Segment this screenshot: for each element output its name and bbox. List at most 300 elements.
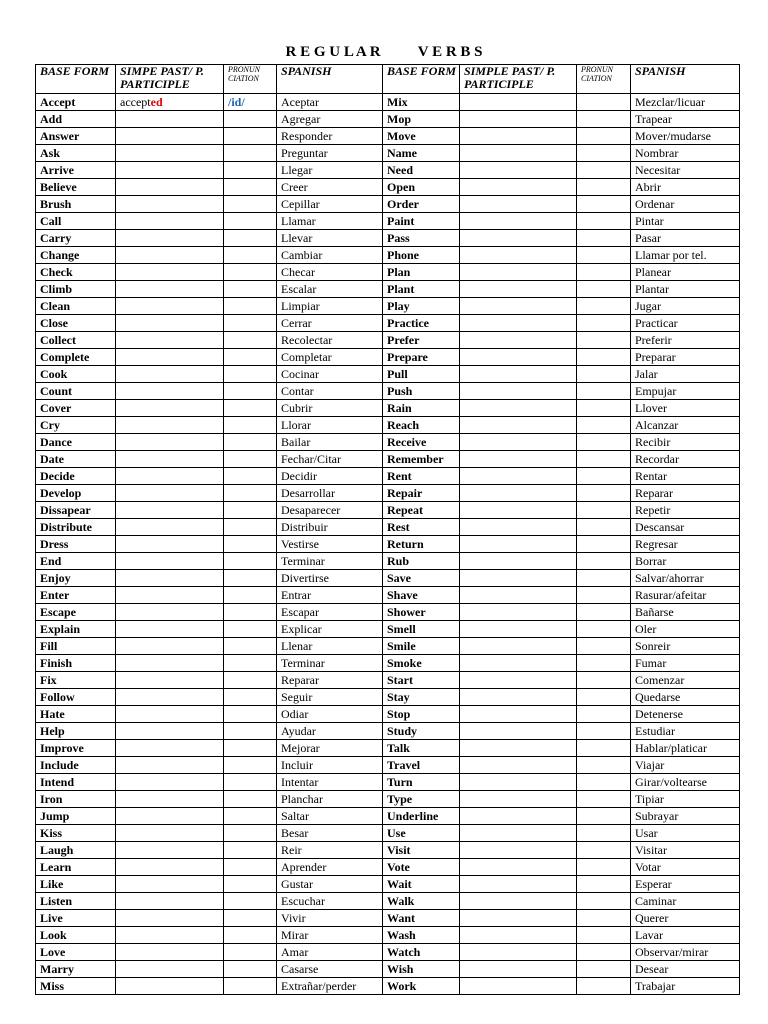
- past-cell: [116, 825, 224, 842]
- table-row: [36, 587, 740, 604]
- past-cell-2: [460, 332, 577, 349]
- base-form-cell-2: Work: [383, 978, 460, 995]
- base-form-cell-2: Move: [383, 128, 460, 145]
- past-cell: [116, 740, 224, 757]
- past-cell-2: [460, 111, 577, 128]
- past-cell: [116, 570, 224, 587]
- past-cell: [116, 893, 224, 910]
- base-form-cell-2: Pass: [383, 230, 460, 247]
- past-cell-2: [460, 434, 577, 451]
- verbs-table: [35, 64, 740, 995]
- base-form-cell-2: Plan: [383, 264, 460, 281]
- spanish-cell: Llamar: [277, 213, 383, 230]
- spanish-cell: Recolectar: [277, 332, 383, 349]
- pronunciation-cell: [224, 332, 277, 349]
- spanish-cell-2: Preparar: [631, 349, 740, 366]
- pronunciation-example: /id/: [228, 95, 245, 109]
- pronunciation-cell-2: [577, 111, 631, 128]
- table-row: [36, 536, 740, 553]
- table-row: [36, 145, 740, 162]
- base-form-cell-2: Shave: [383, 587, 460, 604]
- past-cell: [116, 672, 224, 689]
- past-cell-2: [460, 162, 577, 179]
- spanish-cell-2: Bañarse: [631, 604, 740, 621]
- pronunciation-cell-2: [577, 791, 631, 808]
- pronunciation-cell-2: [577, 179, 631, 196]
- spanish-cell: Incluir: [277, 757, 383, 774]
- spanish-cell-2: Llover: [631, 400, 740, 417]
- pronunciation-cell: [224, 230, 277, 247]
- pronunciation-cell-2: [577, 230, 631, 247]
- table-row: [36, 672, 740, 689]
- table-row: [36, 859, 740, 876]
- spanish-cell-2: Subrayar: [631, 808, 740, 825]
- spanish-cell-2: Detenerse: [631, 706, 740, 723]
- past-cell: [116, 468, 224, 485]
- past-cell-2: [460, 315, 577, 332]
- past-cell: [116, 604, 224, 621]
- base-form-cell-2: Remember: [383, 451, 460, 468]
- past-cell-2: [460, 638, 577, 655]
- base-form-cell: Iron: [36, 791, 116, 808]
- spanish-cell: Amar: [277, 944, 383, 961]
- pronunciation-cell: [224, 281, 277, 298]
- past-cell-2: [460, 383, 577, 400]
- spanish-cell-2: Hablar/platicar: [631, 740, 740, 757]
- table-row: [36, 740, 740, 757]
- base-form-cell-2: Mop: [383, 111, 460, 128]
- table-row: [36, 451, 740, 468]
- pronunciation-cell-2: [577, 451, 631, 468]
- table-row: [36, 791, 740, 808]
- pronunciation-cell: [224, 621, 277, 638]
- pronunciation-cell: [224, 468, 277, 485]
- base-form-cell: Develop: [36, 485, 116, 502]
- table-row: [36, 638, 740, 655]
- table-row: [36, 978, 740, 995]
- base-form-cell-2: Phone: [383, 247, 460, 264]
- base-form-cell: Distribute: [36, 519, 116, 536]
- past-cell: [116, 553, 224, 570]
- base-form-cell: Explain: [36, 621, 116, 638]
- pronunciation-cell: [224, 128, 277, 145]
- base-form-cell: Laugh: [36, 842, 116, 859]
- table-row: [36, 927, 740, 944]
- spanish-cell-2: Planear: [631, 264, 740, 281]
- spanish-cell-2: Quedarse: [631, 689, 740, 706]
- base-form-cell-2: Need: [383, 162, 460, 179]
- pronunciation-cell: [224, 808, 277, 825]
- base-form-cell-2: Type: [383, 791, 460, 808]
- spanish-cell: Preguntar: [277, 145, 383, 162]
- base-form-cell: Jump: [36, 808, 116, 825]
- spanish-cell-2: Reparar: [631, 485, 740, 502]
- past-cell-2: [460, 621, 577, 638]
- pronunciation-cell-2: [577, 400, 631, 417]
- pronunciation-cell: [224, 638, 277, 655]
- pronunciation-cell-2: [577, 434, 631, 451]
- base-form-cell-2: Rent: [383, 468, 460, 485]
- spanish-cell: Distribuir: [277, 519, 383, 536]
- past-cell: [116, 808, 224, 825]
- past-cell-2: [460, 417, 577, 434]
- pronunciation-cell-2: [577, 621, 631, 638]
- spanish-cell-2: Recibir: [631, 434, 740, 451]
- pronunciation-cell-2: [577, 417, 631, 434]
- base-form-cell: Include: [36, 757, 116, 774]
- spanish-cell: Llorar: [277, 417, 383, 434]
- pronunciation-cell: [224, 349, 277, 366]
- spanish-cell: Besar: [277, 825, 383, 842]
- spanish-cell: Gustar: [277, 876, 383, 893]
- base-form-cell-2: Use: [383, 825, 460, 842]
- pronunciation-cell-2: [577, 723, 631, 740]
- table-row: [36, 230, 740, 247]
- table-row: [36, 621, 740, 638]
- past-cell: [116, 298, 224, 315]
- table-row: [36, 553, 740, 570]
- past-cell: [116, 315, 224, 332]
- pronunciation-cell: [224, 604, 277, 621]
- base-form-cell: Enjoy: [36, 570, 116, 587]
- past-cell-2: [460, 366, 577, 383]
- past-cell: [116, 961, 224, 978]
- past-cell-2: [460, 689, 577, 706]
- pronunciation-cell-2: [577, 876, 631, 893]
- past-cell: [116, 264, 224, 281]
- pronunciation-cell-2: [577, 162, 631, 179]
- spanish-cell: Entrar: [277, 587, 383, 604]
- past-cell-2: [460, 910, 577, 927]
- table-row: [36, 383, 740, 400]
- pronunciation-cell-2: [577, 349, 631, 366]
- spanish-cell-2: Querer: [631, 910, 740, 927]
- base-form-cell-2: Receive: [383, 434, 460, 451]
- past-cell: [116, 723, 224, 740]
- base-form-cell-2: Order: [383, 196, 460, 213]
- spanish-cell-2: Necesitar: [631, 162, 740, 179]
- base-form-cell-2: Paint: [383, 213, 460, 230]
- pronunciation-cell: [224, 689, 277, 706]
- table-row: [36, 315, 740, 332]
- base-form-cell-2: Rain: [383, 400, 460, 417]
- spanish-cell-2: Girar/voltearse: [631, 774, 740, 791]
- spanish-cell: Decidir: [277, 468, 383, 485]
- past-cell: [116, 145, 224, 162]
- past-cell: [116, 944, 224, 961]
- base-form-cell: Dance: [36, 434, 116, 451]
- base-form-cell: Call: [36, 213, 116, 230]
- past-cell-2: [460, 774, 577, 791]
- table-row: [36, 570, 740, 587]
- base-form-cell-2: Wait: [383, 876, 460, 893]
- table-row: [36, 910, 740, 927]
- base-form-cell-2: Pull: [383, 366, 460, 383]
- pronunciation-cell: [224, 485, 277, 502]
- pronunciation-cell-2: [577, 468, 631, 485]
- base-form-cell-2: Turn: [383, 774, 460, 791]
- past-cell-2: [460, 264, 577, 281]
- past-cell: [116, 859, 224, 876]
- table-row: [36, 944, 740, 961]
- pronunciation-cell-2: [577, 910, 631, 927]
- base-form-cell-2: Repair: [383, 485, 460, 502]
- pronunciation-cell: [224, 213, 277, 230]
- spanish-cell: Checar: [277, 264, 383, 281]
- base-form-cell-2: Smell: [383, 621, 460, 638]
- spanish-cell-2: Mezclar/licuar: [631, 94, 740, 111]
- base-form-cell: Collect: [36, 332, 116, 349]
- spanish-cell-2: Fumar: [631, 655, 740, 672]
- base-form-cell-2: Want: [383, 910, 460, 927]
- spanish-cell: Mirar: [277, 927, 383, 944]
- pronunciation-cell-2: [577, 587, 631, 604]
- past-cell-2: [460, 825, 577, 842]
- past-cell: [116, 332, 224, 349]
- past-cell-2: [460, 740, 577, 757]
- spanish-cell-2: Pasar: [631, 230, 740, 247]
- base-form-cell-2: Stay: [383, 689, 460, 706]
- pronunciation-cell: [224, 927, 277, 944]
- base-form-cell-2: Talk: [383, 740, 460, 757]
- pronunciation-cell: [224, 400, 277, 417]
- spanish-cell: Llenar: [277, 638, 383, 655]
- spanish-cell: Mejorar: [277, 740, 383, 757]
- base-form-cell-2: Repeat: [383, 502, 460, 519]
- past-cell-2: [460, 451, 577, 468]
- table-row: [36, 366, 740, 383]
- past-cell-2: [460, 213, 577, 230]
- base-form-cell: Help: [36, 723, 116, 740]
- pronunciation-cell-2: [577, 859, 631, 876]
- table-row: [36, 655, 740, 672]
- past-cell: [116, 774, 224, 791]
- base-form-cell: Kiss: [36, 825, 116, 842]
- table-row: [36, 774, 740, 791]
- header-base-form: BASE FORM: [36, 65, 116, 94]
- header-pronunciation: PRONUN CIATION: [224, 65, 277, 94]
- past-cell-2: [460, 553, 577, 570]
- past-cell: [116, 111, 224, 128]
- past-cell: [116, 417, 224, 434]
- spanish-cell-2: Abrir: [631, 179, 740, 196]
- base-form-cell: Brush: [36, 196, 116, 213]
- past-cell: [116, 519, 224, 536]
- past-cell-2: [460, 400, 577, 417]
- base-form-cell-2: Study: [383, 723, 460, 740]
- past-cell: [116, 281, 224, 298]
- pronunciation-cell-2: [577, 893, 631, 910]
- past-cell: [116, 621, 224, 638]
- table-row: [36, 434, 740, 451]
- table-row: [36, 349, 740, 366]
- spanish-cell: Vivir: [277, 910, 383, 927]
- base-form-cell-2: Visit: [383, 842, 460, 859]
- table-row: [36, 689, 740, 706]
- pronunciation-cell: [224, 672, 277, 689]
- pronunciation-cell-2: [577, 247, 631, 264]
- past-cell-2: [460, 978, 577, 995]
- table-row: [36, 893, 740, 910]
- pronunciation-cell: [224, 502, 277, 519]
- pronunciation-cell-2: [577, 825, 631, 842]
- pronunciation-cell: [224, 162, 277, 179]
- past-cell: [116, 910, 224, 927]
- past-cell-2: [460, 145, 577, 162]
- base-form-cell-2: Walk: [383, 893, 460, 910]
- past-example-base: accept: [120, 95, 151, 109]
- table-row: [36, 723, 740, 740]
- spanish-cell: Ayudar: [277, 723, 383, 740]
- spanish-cell: Escalar: [277, 281, 383, 298]
- base-form-cell: Close: [36, 315, 116, 332]
- pronunciation-cell-2: [577, 944, 631, 961]
- spanish-cell-2: Estudiar: [631, 723, 740, 740]
- spanish-cell: Escapar: [277, 604, 383, 621]
- pronunciation-cell-2: [577, 536, 631, 553]
- past-cell-2: [460, 791, 577, 808]
- spanish-cell-2: Esperar: [631, 876, 740, 893]
- past-cell: [116, 706, 224, 723]
- base-form-cell-2: Reach: [383, 417, 460, 434]
- base-form-cell: Believe: [36, 179, 116, 196]
- header-pronunciation-2: PRONUN CIATION: [577, 65, 631, 94]
- base-form-cell-2: Name: [383, 145, 460, 162]
- pronunciation-cell: [224, 655, 277, 672]
- base-form-cell: Escape: [36, 604, 116, 621]
- spanish-cell-2: Regresar: [631, 536, 740, 553]
- spanish-cell-2: Recordar: [631, 451, 740, 468]
- past-cell: [116, 383, 224, 400]
- base-form-cell-2: Wash: [383, 927, 460, 944]
- spanish-cell-2: Pintar: [631, 213, 740, 230]
- past-cell: [116, 536, 224, 553]
- table-row: [36, 281, 740, 298]
- header-spanish: SPANISH: [277, 65, 383, 94]
- pronunciation-cell-2: [577, 927, 631, 944]
- pronunciation-cell-2: [577, 145, 631, 162]
- past-cell-2: [460, 485, 577, 502]
- base-form-cell-2: Rub: [383, 553, 460, 570]
- table-row: [36, 332, 740, 349]
- spanish-cell: Desaparecer: [277, 502, 383, 519]
- past-example-suffix: ed: [150, 95, 163, 109]
- spanish-cell: Escuchar: [277, 893, 383, 910]
- base-form-cell: End: [36, 553, 116, 570]
- spanish-cell-2: Borrar: [631, 553, 740, 570]
- pronunciation-cell: [224, 315, 277, 332]
- past-cell: [116, 791, 224, 808]
- base-form-cell-2: Watch: [383, 944, 460, 961]
- base-form-cell-2: Save: [383, 570, 460, 587]
- table-row: [36, 247, 740, 264]
- spanish-cell-2: Desear: [631, 961, 740, 978]
- pronunciation-cell-2: [577, 604, 631, 621]
- base-form-cell: Arrive: [36, 162, 116, 179]
- pronunciation-cell-2: [577, 502, 631, 519]
- spanish-cell-2: Rasurar/afeitar: [631, 587, 740, 604]
- spanish-cell: Reparar: [277, 672, 383, 689]
- base-form-cell: Listen: [36, 893, 116, 910]
- spanish-cell: Vestirse: [277, 536, 383, 553]
- spanish-cell: Cepillar: [277, 196, 383, 213]
- page-title: R E G U L A R V E R B S: [285, 44, 483, 60]
- past-cell-2: [460, 536, 577, 553]
- past-cell-2: [460, 876, 577, 893]
- pronunciation-cell: [224, 893, 277, 910]
- pronunciation-cell: [224, 723, 277, 740]
- past-cell-2: [460, 196, 577, 213]
- table-row: [36, 519, 740, 536]
- base-form-cell: Enter: [36, 587, 116, 604]
- past-cell: [116, 434, 224, 451]
- table-row: [36, 604, 740, 621]
- spanish-cell: Seguir: [277, 689, 383, 706]
- table-row: [36, 825, 740, 842]
- base-form-cell: Like: [36, 876, 116, 893]
- base-form-cell-2: Wish: [383, 961, 460, 978]
- pronunciation-cell: [224, 859, 277, 876]
- past-cell: [116, 128, 224, 145]
- spanish-cell: Cubrir: [277, 400, 383, 417]
- past-cell: [116, 366, 224, 383]
- pronunciation-cell-2: [577, 264, 631, 281]
- pronunciation-cell: [224, 740, 277, 757]
- spanish-cell-2: Nombrar: [631, 145, 740, 162]
- base-form-cell: Improve: [36, 740, 116, 757]
- table-row: [36, 162, 740, 179]
- past-cell-2: [460, 927, 577, 944]
- spanish-cell-2: Llamar por tel.: [631, 247, 740, 264]
- pronunciation-cell: [224, 587, 277, 604]
- base-form-cell: Look: [36, 927, 116, 944]
- spanish-cell: Limpiar: [277, 298, 383, 315]
- pronunciation-cell: [224, 196, 277, 213]
- past-cell-2: [460, 349, 577, 366]
- table-row: [36, 400, 740, 417]
- spanish-cell-2: Visitar: [631, 842, 740, 859]
- base-form-cell-2: Start: [383, 672, 460, 689]
- base-form-cell-2: Play: [383, 298, 460, 315]
- header-row: [36, 65, 740, 94]
- pronunciation-cell-2: [577, 570, 631, 587]
- pronunciation-cell-2: [577, 519, 631, 536]
- past-cell-2: [460, 519, 577, 536]
- base-form-cell: Change: [36, 247, 116, 264]
- pronunciation-cell: [224, 774, 277, 791]
- past-cell: [116, 927, 224, 944]
- pronunciation-cell: [224, 94, 277, 111]
- past-cell-2: [460, 944, 577, 961]
- pronunciation-cell: [224, 825, 277, 842]
- table-row: [36, 196, 740, 213]
- pronunciation-cell: [224, 434, 277, 451]
- past-cell-2: [460, 655, 577, 672]
- past-cell-2: [460, 94, 577, 111]
- table-row: [36, 961, 740, 978]
- past-cell: [116, 638, 224, 655]
- table-row: [36, 485, 740, 502]
- table-row: [36, 128, 740, 145]
- past-cell: [116, 655, 224, 672]
- pronunciation-cell-2: [577, 332, 631, 349]
- past-cell: [116, 196, 224, 213]
- past-cell: [116, 400, 224, 417]
- table-row: [36, 94, 740, 111]
- table-row: [36, 706, 740, 723]
- base-form-cell: Marry: [36, 961, 116, 978]
- spanish-cell-2: Plantar: [631, 281, 740, 298]
